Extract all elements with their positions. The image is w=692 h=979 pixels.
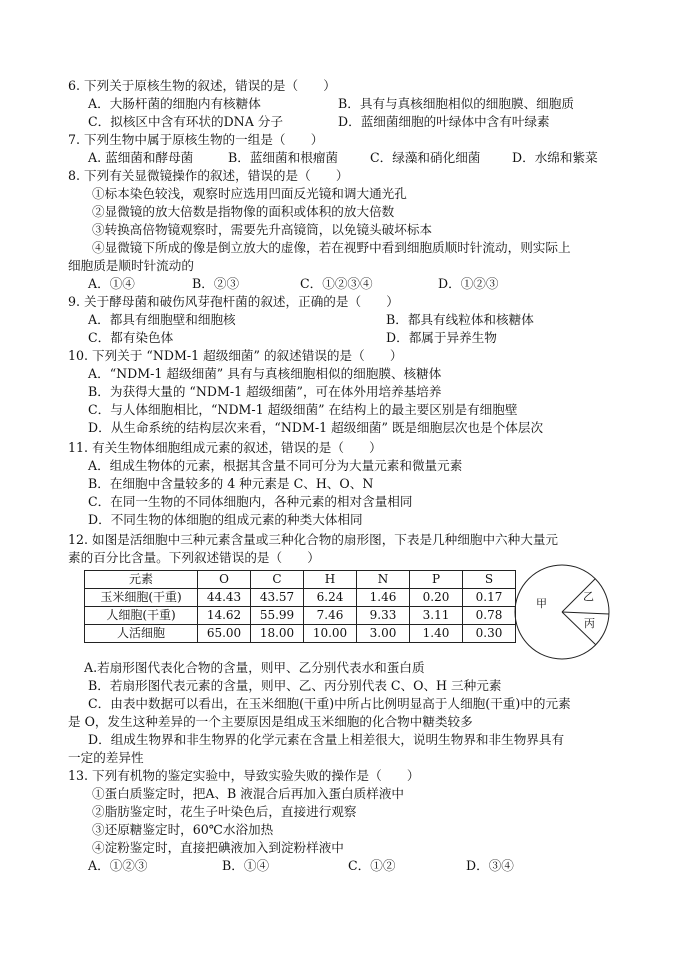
table-cell: 0.78 [463, 607, 516, 625]
q7-option-a: A. 蓝细菌和酵母菌 [88, 150, 194, 165]
table-row [85, 589, 516, 607]
q8-option-a: A．①④ [88, 276, 135, 291]
table-cell: 43.57 [251, 589, 304, 607]
q13-stem: 13. 下列有机物的鉴定实验中，导致实验失败的操作是（ ） [68, 768, 420, 783]
q13-option-d: D．③④ [466, 858, 514, 873]
q11-option-b: B．在细胞中含量较多的 4 种元素是 C、H、O、N [88, 476, 374, 491]
table-cell: 14.62 [198, 607, 251, 625]
table-cell: 18.00 [251, 625, 304, 643]
q6-stem: 6. 下列关于原核生物的叙述，错误的是（ ） [68, 78, 336, 93]
q10-option-c: C．与人体细胞相比，“NDM-1 超级细菌” 在结构上的最主要区别是有细胞壁 [88, 402, 518, 417]
q12-option-d: D．组成生物界和非生物界的化学元素在含量上相差很大，说明生物界和非生物界具有 [88, 732, 565, 747]
table-cell: 10.00 [304, 625, 357, 643]
q9-option-d: D．都属于异养生物 [386, 330, 497, 345]
q12-option-c: C．由表中数据可以看出，在玉米细胞(干重)中所占比例明显高于人细胞(干重)中的元素 [88, 696, 571, 711]
q9-stem: 9. 关于酵母菌和破伤风芽孢杆菌的叙述，正确的是（ ） [68, 294, 399, 309]
q7-option-c: C．绿藻和硝化细菌 [370, 150, 481, 165]
q8-option-c: C．①②③④ [300, 276, 373, 291]
table-cell: 9.33 [357, 607, 410, 625]
q12-option-a: A.若扇形图代表化合物的含量，则甲、乙分别代表水和蛋白质 [84, 660, 425, 675]
table-header-cell: N [357, 571, 410, 589]
q10-option-d: D．从生命系统的结构层次来看，“NDM-1 超级细菌” 既是细胞层次也是个体层次 [88, 420, 544, 435]
q8-statement-1: ①标本染色较浅，观察时应选用凹面反光镜和调大通光孔 [92, 186, 407, 201]
table-cell: 人细胞(干重) [85, 607, 198, 625]
table-cell: 0.30 [463, 625, 516, 643]
pie-diagram [510, 562, 614, 662]
q13-statement-1: ①蛋白质鉴定时，把A、B 液混合后再加入蛋白质样液中 [92, 786, 405, 801]
q12-stem-line-2: 素的百分比含量。下列叙述错误的是（ ） [68, 550, 320, 565]
q12-option-d-cont: 一定的差异性 [68, 750, 144, 765]
q13-option-b: B．①④ [222, 858, 270, 873]
q8-statement-3: ③转换高倍物镜观察时，需要先升高镜筒，以免镜头破坏标本 [92, 222, 433, 237]
table-header-cell: C [251, 571, 304, 589]
q8-stem: 8. 下列有关显微镜操作的叙述，错误的是（ ） [68, 168, 349, 183]
q13-option-c: C．①② [348, 858, 396, 873]
pie-label-bing: 丙 [584, 617, 595, 630]
q12-option-c-cont: 是 O，发生这种差异的一个主要原因是组成玉米细胞的化合物中糖类较多 [68, 714, 473, 729]
table-header-cell: O [198, 571, 251, 589]
table-cell: 1.40 [410, 625, 463, 643]
table-cell: 3.11 [410, 607, 463, 625]
q6-option-d: D．蓝细菌细胞的叶绿体中含有叶绿素 [338, 114, 550, 129]
q8-statement-4-cont: 细胞质是顺时针流动的 [68, 258, 194, 273]
q12-option-b: B．若扇形图代表元素的含量，则甲、乙、丙分别代表 C、O、H 三种元素 [88, 678, 502, 693]
q6-option-c: C．拟核区中含有环状的DNA 分子 [88, 114, 283, 129]
table-header-cell: P [410, 571, 463, 589]
pie-label-jia: 甲 [536, 597, 547, 610]
q9-option-b: B．都具有线粒体和核糖体 [386, 312, 534, 327]
q11-option-d: D．不同生物的体细胞的组成元素的种类大体相同 [88, 512, 363, 527]
table-header-cell: S [463, 571, 516, 589]
q6-option-a: A．大肠杆菌的细胞内有核糖体 [88, 96, 261, 111]
q9-option-c: C．都有染色体 [88, 330, 174, 345]
q10-stem: 10. 下列关于 “NDM-1 超级细菌” 的叙述错误的是（ ） [68, 348, 403, 363]
table-header-row [85, 571, 516, 589]
table-cell: 玉米细胞(干重) [85, 589, 198, 607]
q6-option-b: B．具有与真核细胞相似的细胞膜、细胞质 [338, 96, 574, 111]
q13-statement-3: ③还原糖鉴定时，60℃水浴加热 [92, 822, 274, 837]
q12-stem-line-1: 12. 如图是活细胞中三种元素含量或三种化合物的扇形图，下表是几种细胞中六种大量元 [68, 532, 559, 547]
table-row [85, 625, 516, 643]
q11-stem: 11. 有关生物体细胞组成元素的叙述，错误的是（ ） [68, 440, 382, 455]
q13-statement-4: ④淀粉鉴定时，直接把碘液加入到淀粉样液中 [92, 840, 344, 855]
q10-option-b: B．为获得大量的 “NDM-1 超级细菌”，可在体外用培养基培养 [88, 384, 442, 399]
q13-option-a: A．①②③ [88, 858, 148, 873]
q8-option-d: D．①②③ [438, 276, 499, 291]
table-cell: 0.20 [410, 589, 463, 607]
table-cell: 7.46 [304, 607, 357, 625]
table-cell: 3.00 [357, 625, 410, 643]
table-cell: 44.43 [198, 589, 251, 607]
table-cell: 1.46 [357, 589, 410, 607]
table-cell: 6.24 [304, 589, 357, 607]
q11-option-c: C．在同一生物的不同体细胞内，各种元素的相对含量相同 [88, 494, 413, 509]
table-cell: 人活细胞 [85, 625, 198, 643]
q7-option-b: B．蓝细菌和根瘤菌 [228, 150, 339, 165]
q10-option-a: A．“NDM-1 超级细菌” 具有与真核细胞相似的细胞膜、核糖体 [88, 366, 442, 381]
pie-divider-yi-bing [562, 612, 609, 614]
table-cell: 55.99 [251, 607, 304, 625]
q13-statement-2: ②脂肪鉴定时，花生子叶染色后，直接进行观察 [92, 804, 357, 819]
q8-statement-2: ②显微镜的放大倍数是指物像的面积或体积的放大倍数 [92, 204, 395, 219]
table-row [85, 607, 516, 625]
q8-statement-4: ④显微镜下所成的像是倒立放大的虚像，若在视野中看到细胞质顺时针流动，则实际上 [92, 240, 571, 255]
table-header-cell: H [304, 571, 357, 589]
q11-option-a: A．组成生物体的元素，根据其含量不同可分为大量元素和微量元素 [88, 458, 463, 473]
table-header-cell: 元素 [85, 571, 198, 589]
q7-stem: 7. 下列生物中属于原核生物的一组是（ ） [68, 132, 324, 147]
q8-option-b: B．②③ [192, 276, 240, 291]
table-cell: 65.00 [198, 625, 251, 643]
table-cell: 0.17 [463, 589, 516, 607]
q7-option-d: D．水绵和紫菜 [512, 150, 598, 165]
q9-option-a: A．都具有细胞壁和细胞核 [88, 312, 236, 327]
element-content-table [84, 570, 516, 643]
pie-label-yi: 乙 [583, 590, 594, 603]
